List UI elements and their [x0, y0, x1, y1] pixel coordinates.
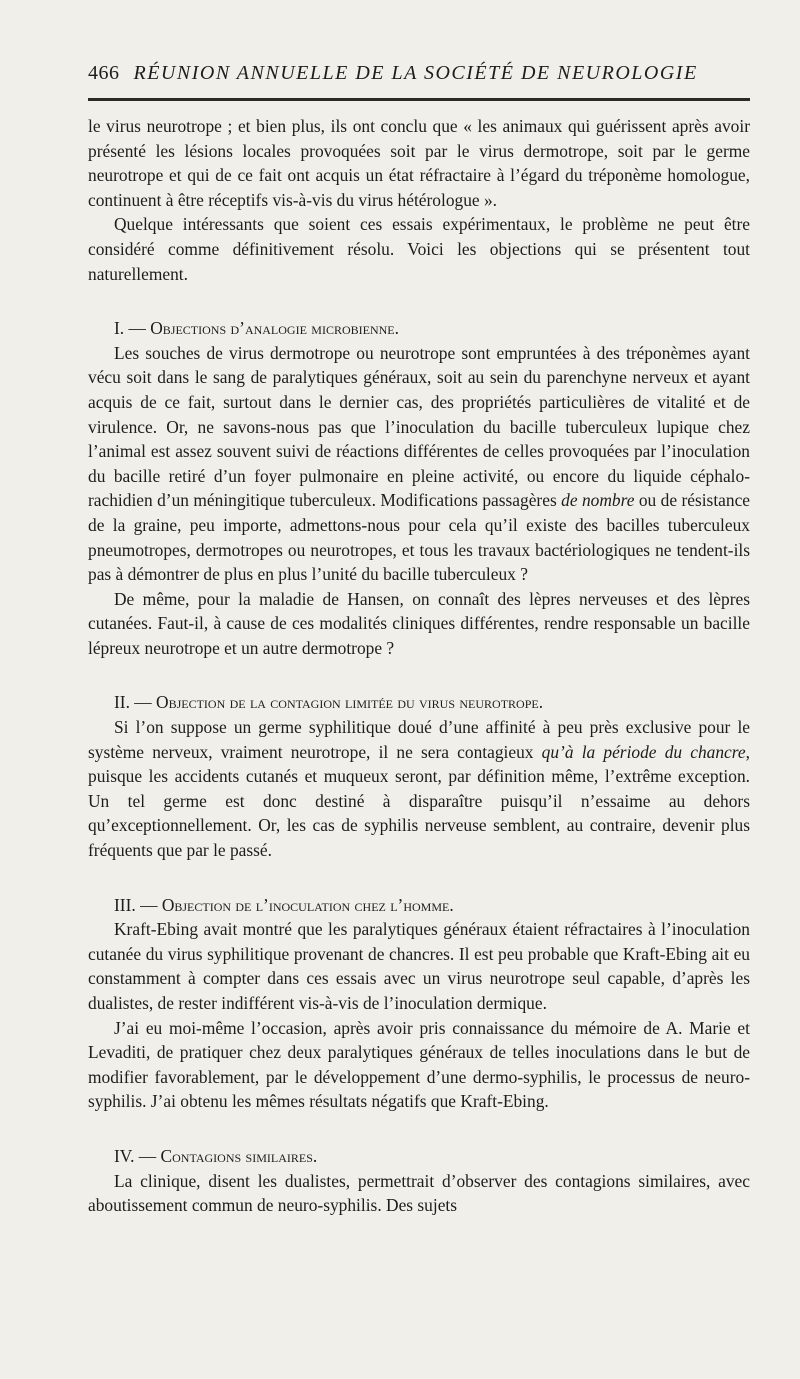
text-run: Les souches de virus dermotrope ou neurotrope sont empruntées à des tréponèmes ayant vécu soit dans le sang de paralytiques généraux, soit au sein du parenchyne nerveux et ayant acquis de ce fait, surtout dans le dernier cas, des propriétés particulières de vitalité et de virulence. Or, ne savons-nous pas que l’inoculation du bacille tuberculeux lupique chez l’animal est assez souvent suivi de réactions différentes de celles provoquées par l’inoculation du bacille retiré d’un foyer pulmonaire en pleine activité, ou encore du liquide céphalo-rachidien d’un méningitique tuberculeux. Modifications passagères — [88, 342, 750, 511]
page-number: 466 — [88, 62, 120, 84]
section-title: Objection de la contagion limitée du virus neurotrope. — [156, 692, 544, 713]
text-run: ou de résistance de la graine, peu importe, admettons-nous pour cela qu’il existe des bacilles tuberculeux pneumotropes, dermotropes ou neurotropes, et tous les travaux bactériologiques ne tendent-ils pas à démontrer de plus en plus l’unité du bacille tuberculeux ? — [88, 490, 751, 585]
paragraph: La clinique, disent les dualistes, permettrait d’observer des contagions similaires, avec aboutissement commun de neuro-syphilis. Des sujets — [88, 1170, 750, 1216]
header-rule — [88, 98, 750, 101]
paragraph: le virus neurotrope ; et bien plus, ils ont conclu que « les animaux qui guérissent après avoir présenté les lésions locales provoquées soit par le virus dermotrope, soit par le germe neurotrope et qui de ce fait ont acquis un état réfractaire à l’égard du tréponème homologue, continuent à être réceptifs vis-à-vis du virus hétérologue ». — [88, 116, 750, 210]
paragraph — [88, 341, 750, 587]
section-title: Contagions similaires. — [160, 1145, 318, 1166]
section-number: III. — — [114, 894, 162, 915]
section-number: IV. — — [114, 1145, 161, 1166]
section-heading — [88, 893, 750, 918]
page-body — [88, 114, 750, 1218]
paragraph: Kraft-Ebing avait montré que les paralytiques généraux étaient réfractaires à l’inoculation cutanée du virus syphilitique provenant de chancres. Il est peu probable que Kraft-Ebing ait eu constamment à compter dans ces essais avec un virus neurotrope seul capable, d’après les dualistes, de rester indifférent vis-à-vis de l’inoculation dermique. — [88, 919, 750, 1013]
section-heading — [88, 316, 750, 341]
section-number: I. — — [114, 318, 151, 339]
text-run: Si l’on suppose un germe syphilitique doué d’une affinité à peu près exclusive pour le système nerveux, vraiment neurotrope, il ne sera contagieux — [88, 717, 750, 762]
running-title: RÉUNION ANNUELLE DE LA SOCIÉTÉ DE NEUROLOGIE — [133, 62, 698, 84]
paragraph: De même, pour la maladie de Hansen, on connaît des lèpres nerveuses et des lèpres cutanées. Faut-il, à cause de ces modalités cliniques différentes, rendre responsable un bacille lépreux neurotrope et un autre dermotrope ? — [88, 588, 750, 658]
section-heading — [88, 1144, 750, 1169]
paragraph — [88, 715, 750, 863]
text-run: , puisque les accidents cutanés et muqueux seront, par définition même, l’extrême exception. Un tel germe est donc destiné à disparaître puisqu’il n’essaime au dehors qu’exceptionnellement. Or, les cas de syphilis nerveuse semblent, au contraire, devenir plus fréquents que par le passé. — [88, 741, 750, 861]
italic-text: qu’à la période du chancre — [541, 741, 746, 762]
section-heading — [88, 690, 750, 715]
italic-text: de nombre — [561, 490, 635, 511]
running-head — [88, 62, 748, 85]
paragraph: Quelque intéressants que soient ces essais expérimentaux, le problème ne peut être considéré comme définitivement résolu. Voici les objections qui se présentent tout naturellement. — [88, 214, 750, 284]
section-number: II. — — [114, 692, 157, 713]
section-title: Objections d’analogie microbienne. — [150, 318, 399, 339]
paragraph: J’ai eu moi-même l’occasion, après avoir pris connaissance du mémoire de A. Marie et Levaditi, de pratiquer chez deux paralytiques généraux de telles inoculations dans le but de modifier favorablement, par le développement d’une dermo-syphilis, le processus de neuro-syphilis. J’ai obtenu les mêmes résultats négatifs que Kraft-Ebing. — [88, 1017, 750, 1112]
section-title: Objection de l’inoculation chez l’homme. — [161, 894, 454, 915]
